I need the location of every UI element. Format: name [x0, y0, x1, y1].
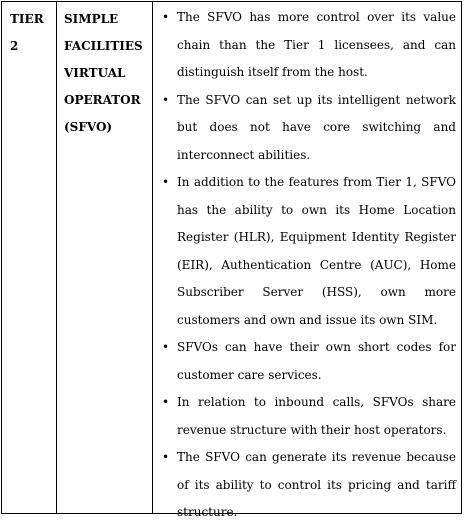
column-divider [152, 2, 153, 513]
bullet-icon: • [162, 340, 170, 354]
feature-item [160, 444, 456, 527]
feature-text: SFVOs can have their own short codes for customer care services. [177, 340, 456, 382]
features-list [160, 4, 456, 527]
feature-item [160, 87, 456, 170]
feature-item [160, 334, 456, 389]
operator-type-line: SIMPLE [64, 12, 119, 26]
bullet-icon: • [162, 450, 170, 464]
feature-text: In relation to inbound calls, SFVOs share revenue structure with their host operators. [177, 395, 456, 437]
bullet-icon: • [162, 175, 170, 189]
operator-type-line: (SFVO) [64, 120, 113, 134]
bullet-icon: • [162, 92, 170, 107]
operator-type-cell [64, 6, 150, 141]
operator-type-line: VIRTUAL [64, 66, 126, 80]
tier-label: TIER [10, 12, 44, 26]
feature-item [160, 4, 456, 87]
feature-item [160, 169, 456, 334]
operator-type-line: OPERATOR [64, 93, 141, 107]
feature-item [160, 389, 456, 444]
operator-type-line: FACILITIES [64, 39, 143, 53]
tier-number: 2 [10, 39, 19, 53]
column-divider [56, 2, 57, 513]
feature-text: The SFVO has more control over its value chain than the Tier 1 licensees, and can distinguish itself from the host. [177, 10, 456, 79]
feature-text: In addition to the features from Tier 1, SFVO has the ability to own its Home Location Register (HLR), Equipment Identity Register (EIR), Authentication Centre (AUC), Home Subscriber Server (HSS), own more customers and own and issue its own SIM. [177, 175, 456, 327]
feature-text: The SFVO can set up its intelligent network but does not have core switching and interconnect abilities. [177, 92, 456, 162]
bullet-icon: • [162, 10, 170, 24]
tier-cell [10, 6, 54, 60]
tier-table [1, 1, 462, 519]
feature-text: The SFVO can generate its revenue because of its ability to control its pricing and tariff structure. [177, 450, 456, 519]
bullet-icon: • [162, 395, 170, 409]
